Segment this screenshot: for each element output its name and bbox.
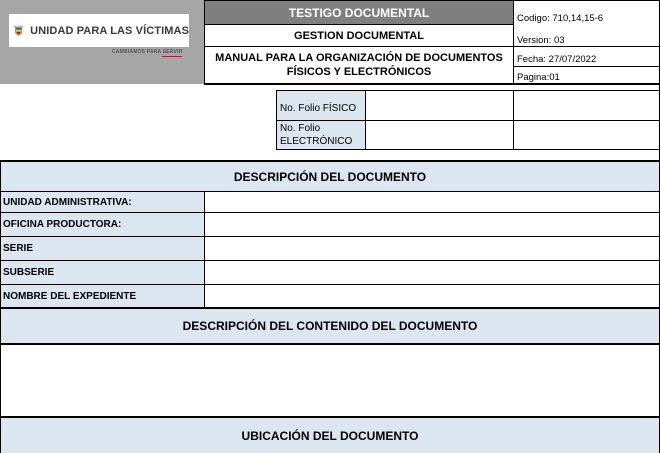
divider xyxy=(513,0,514,84)
divider xyxy=(204,0,660,1)
divider xyxy=(276,90,277,150)
section-header-location xyxy=(0,418,660,453)
divider xyxy=(513,90,514,150)
field-label-serie xyxy=(0,237,204,260)
field-value-unidad-administrativa[interactable] xyxy=(205,192,660,212)
folio-fisico-value[interactable] xyxy=(366,91,513,120)
divider xyxy=(365,90,366,150)
field-value-subserie[interactable] xyxy=(205,261,660,284)
divider xyxy=(204,83,660,85)
document-page: Pagina:01 xyxy=(517,72,560,83)
process-cell xyxy=(205,25,513,46)
divider xyxy=(513,66,660,67)
logo-text: UNIDAD PARA LAS VÍCTIMAS xyxy=(30,24,189,37)
section-title-content: DESCRIPCIÓN DEL CONTENIDO DEL DOCUMENTO xyxy=(182,319,478,333)
divider xyxy=(0,160,660,162)
folio-electronico-label-line1: No. Folio xyxy=(280,123,321,134)
field-label-text: OFICINA PRODUCTORA: xyxy=(3,219,122,230)
field-label-nombre-expediente xyxy=(0,285,204,307)
divider xyxy=(204,191,205,308)
section-header-description xyxy=(0,162,660,191)
divider xyxy=(276,149,660,150)
section-title-location: UBICACIÓN DEL DOCUMENTO xyxy=(241,428,419,443)
coat-of-arms-icon xyxy=(14,19,23,43)
manual-title-line2: FÍSICOS Y ELECTRÓNICOS xyxy=(286,66,432,78)
field-value-serie[interactable] xyxy=(205,237,660,260)
field-value-nombre-expediente[interactable] xyxy=(205,285,660,307)
document-date: Fecha: 27/07/2022 xyxy=(517,54,597,65)
field-label-text: UNIDAD ADMINISTRATIVA: xyxy=(3,196,132,208)
field-label-unidad-administrativa xyxy=(0,192,204,212)
document-title: TESTIGO DOCUMENTAL xyxy=(205,1,513,24)
section-title-description: DESCRIPCIÓN DEL DOCUMENTO xyxy=(233,169,427,184)
divider xyxy=(276,90,660,91)
folio-electronico-label-cell xyxy=(277,121,365,149)
manual-cell xyxy=(205,47,513,83)
folio-electronico-extra[interactable] xyxy=(514,121,660,149)
process-name: GESTION DOCUMENTAL xyxy=(294,29,424,42)
document-code: Codigo: 710,14,15-6 xyxy=(517,13,604,24)
entity-logo xyxy=(9,14,189,47)
divider xyxy=(276,120,660,121)
divider xyxy=(204,24,514,25)
folio-fisico-label: No. Folio FÍSICO xyxy=(280,103,357,114)
field-label-subserie xyxy=(0,261,204,284)
field-label-oficina-productora xyxy=(0,213,204,236)
section-header-content xyxy=(0,309,660,343)
divider xyxy=(0,160,1,453)
manual-title-line1: MANUAL PARA LA ORGANIZACIÓN DE DOCUMENTOS xyxy=(215,52,503,64)
divider xyxy=(204,46,514,47)
slogan: CAMBIAMOS PARA SERVIR xyxy=(112,49,183,55)
field-value-oficina-productora[interactable] xyxy=(205,213,660,236)
document-version: Version: 03 xyxy=(517,35,565,46)
folio-fisico-label-cell xyxy=(277,91,365,120)
divider xyxy=(204,0,205,84)
divider xyxy=(513,46,660,47)
field-label-text: NOMBRE DEL EXPEDIENTE xyxy=(3,290,137,302)
folio-electronico-label-line2: ELECTRÓNICO xyxy=(280,136,353,147)
content-description-area[interactable] xyxy=(0,345,660,416)
field-label-text: SUBSERIE xyxy=(3,267,55,278)
folio-electronico-value[interactable] xyxy=(366,121,513,149)
slogan-underline xyxy=(162,56,182,57)
field-label-text: SERIE xyxy=(3,243,34,254)
folio-fisico-extra[interactable] xyxy=(514,91,660,120)
